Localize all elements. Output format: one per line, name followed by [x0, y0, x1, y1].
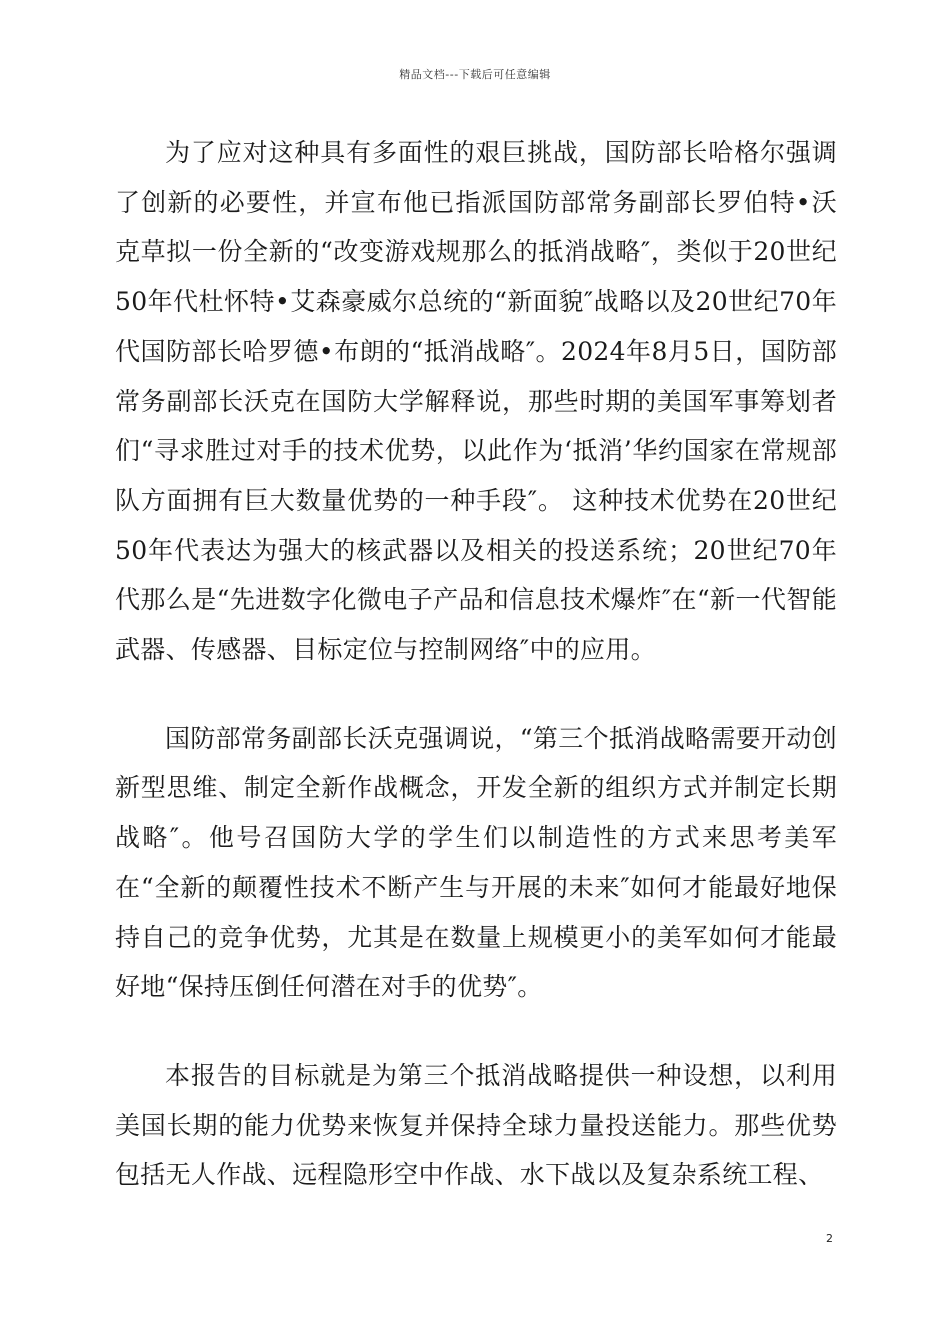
document-body: [115, 128, 837, 1239]
paragraph-1: 为了应对这种具有多面性的艰巨挑战，国防部长哈格尔强调了创新的必要性，并宣布他已指派国防部常务副部长罗伯特•沃克草拟一份全新的“改变游戏规那么的抵消战略″，类似于20世纪50年代杜怀特•艾森豪威尔总统的“新面貌″战略以及20世纪70年代国防部长哈罗德•布朗的“抵消战略″。2024年8月5日，国防部常务副部长沃克在国防大学解释说，那些时期的美国军事筹划者们“寻求胜过对手的技术优势，以此作为‘抵消’华约国家在常规部队方面拥有巨大数量优势的一种手段″。 这种技术优势在20世纪50年代表达为强大的核武器以及相关的投送系统；20世纪70年代那么是“先进数字化微电子产品和信息技术爆炸″在“新一代智能武器、传感器、目标定位与控制网络″中的应用。: [115, 138, 837, 665]
page-number: 2: [826, 1232, 833, 1245]
paragraph-3: 本报告的目标就是为第三个抵消战略提供一种设想，以利用美国长期的能力优势来恢复并保持全球力量投送能力。那些优势包括无人作战、远程隐形空中作战、水下战以及复杂系统工程、: [115, 1060, 837, 1190]
page-header: 精品文档---下载后可任意编辑: [399, 68, 551, 81]
paragraph-2: 国防部常务副部长沃克强调说，“第三个抵消战略需要开动创新型思维、制定全新作战概念，开发全新的组织方式并制定长期战略″。他号召国防大学的学生们以制造性的方式来思考美军在“全新的颠覆性技术不断产生与开展的未来″如何才能最好地保持自己的竞争优势，尤其是在数量上规模更小的美军如何才能最好地“保持压倒任何潜在对手的优势″。: [115, 723, 837, 1002]
